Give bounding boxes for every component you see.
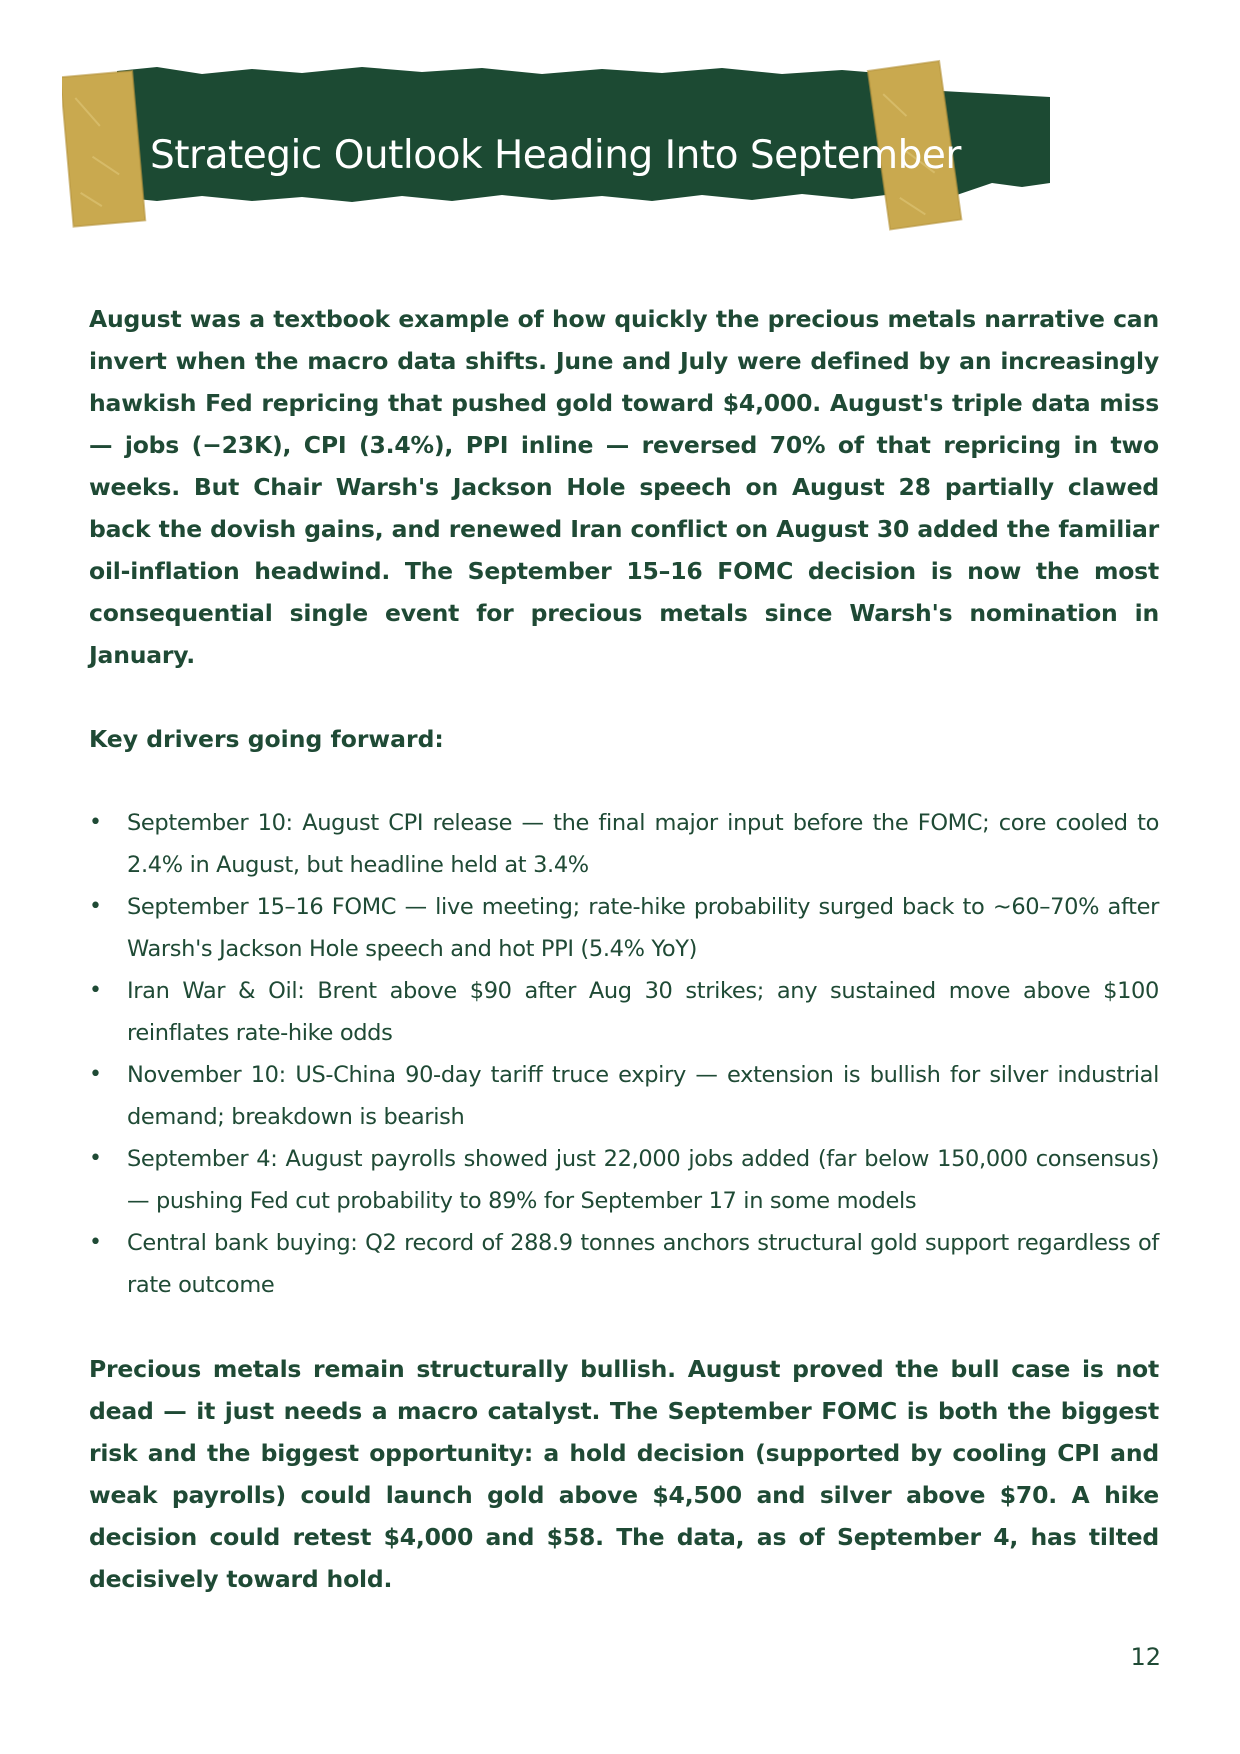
bullet-icon: •	[89, 978, 102, 1003]
title-banner	[62, 55, 1072, 245]
conclusion-paragraph: Precious metals remain structurally bullish. August proved the bull case is not dead — it just needs a macro catalyst. The September FOMC is both the biggest risk and the biggest opportunity: a hold decision (supported by cooling CPI and weak payrolls) could launch gold above $4,500 and silver above $70. A hike decision could retest $4,000 and $58. The data, as of September 4, has tilted decisively toward hold.	[89, 1355, 1159, 1593]
bullet-icon: •	[89, 1062, 102, 1087]
list-item	[89, 886, 1159, 970]
bullet-icon: •	[89, 1146, 102, 1171]
list-item-text: Central bank buying: Q2 record of 288.9 tonnes anchors structural gold support regardless of rate outcome	[127, 1230, 1159, 1298]
page-title: Strategic Outlook Heading Into September	[150, 133, 961, 178]
list-item	[89, 1054, 1159, 1138]
page-number: 12	[1130, 1643, 1161, 1671]
list-item-text: Iran War & Oil: Brent above $90 after Aug 30 strikes; any sustained move above $100 reinflates rate-hike odds	[127, 978, 1159, 1046]
list-item-text: November 10: US-China 90-day tariff truce expiry — extension is bullish for silver industrial demand; breakdown is bearish	[127, 1062, 1159, 1130]
list-item-text: September 15–16 FOMC — live meeting; rate-hike probability surged back to ~60–70% after Warsh's Jackson Hole speech and hot PPI (5.4% YoY)	[127, 894, 1159, 962]
drivers-heading: Key drivers going forward:	[89, 725, 444, 753]
list-item-text: September 4: August payrolls showed just 22,000 jobs added (far below 150,000 consensus) — pushing Fed cut probability to 89% for September 17 in some models	[127, 1146, 1159, 1214]
bullet-icon: •	[89, 894, 102, 919]
bullet-icon: •	[89, 810, 102, 835]
content-area	[89, 298, 1159, 1600]
list-item	[89, 1222, 1159, 1306]
list-item	[89, 970, 1159, 1054]
intro-paragraph: August was a textbook example of how quickly the precious metals narrative can invert when the macro data shifts. June and July were defined by an increasingly hawkish Fed repricing that pushed gold toward $4,000. August's triple data miss — jobs (−23K), CPI (3.4%), PPI inline — reversed 70% of that repricing in two weeks. But Chair Warsh's Jackson Hole speech on August 28 partially clawed back the dovish gains, and renewed Iran conflict on August 30 added the familiar oil-inflation headwind. The September 15–16 FOMC decision is now the most consequential single event for precious metals since Warsh's nomination in January.	[89, 305, 1159, 669]
list-item	[89, 802, 1159, 886]
drivers-list	[89, 802, 1159, 1306]
left-tape	[62, 71, 145, 227]
list-item	[89, 1138, 1159, 1222]
list-item-text: September 10: August CPI release — the final major input before the FOMC; core cooled to 2.4% in August, but headline held at 3.4%	[127, 810, 1159, 878]
bullet-icon: •	[89, 1230, 102, 1255]
